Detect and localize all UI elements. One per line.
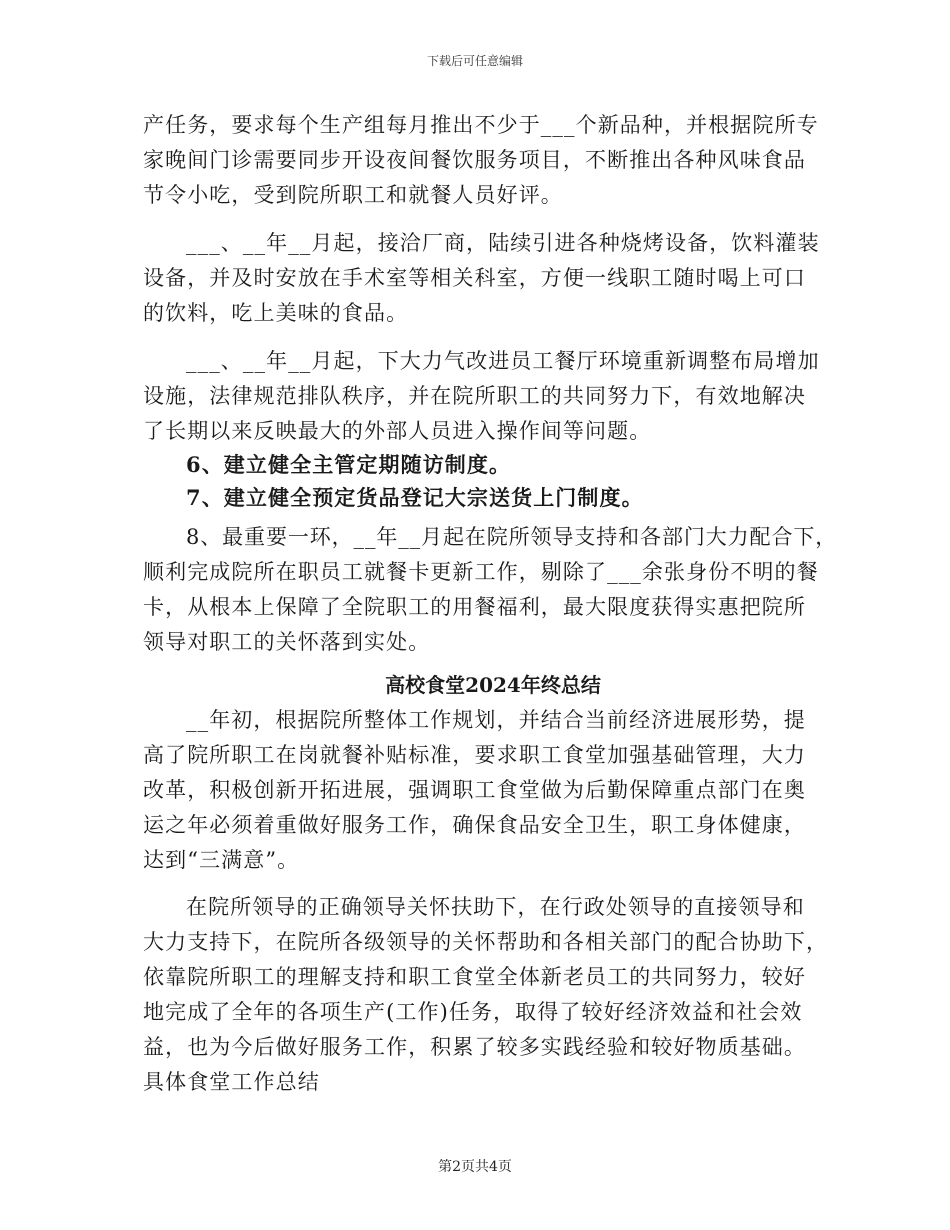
paragraph-line: 地完成了全年的各项生产(工作)任务，取得了较好经济效益和社会效 bbox=[143, 1000, 803, 1024]
paragraph-line: 顺利完成院所在职员工就餐卡更新工作，剔除了___余张身份不明的餐 bbox=[143, 560, 819, 584]
paragraph-line: ___、__年__月起，接洽厂商，陆续引进各种烧烤设备，饮料灌装 bbox=[186, 231, 820, 255]
paragraph-line: 的饮料，吃上美味的食品。 bbox=[143, 301, 409, 325]
page-header-note: 下载后可任意编辑 bbox=[426, 54, 523, 68]
paragraph-line: 家晚间门诊需要同步开设夜间餐饮服务项目，不断推出各种风味食品 bbox=[143, 148, 806, 172]
paragraph-line: 具体食堂工作总结 bbox=[143, 1070, 320, 1094]
paragraph-line: 卡，从根本上保障了全院职工的用餐福利，最大限度获得实惠把院所 bbox=[143, 595, 806, 619]
paragraph-line: 设施，法律规范排队秩序，并在院所职工的共同努力下，有效地解决 bbox=[143, 384, 806, 408]
paragraph-line: 设备，并及时安放在手术室等相关科室，方便一线职工随时喝上可口 bbox=[143, 266, 806, 290]
paragraph-line: 了长期以来反映最大的外部人员进入操作间等问题。 bbox=[143, 419, 652, 443]
paragraph-line: 大力支持下，在院所各级领导的关怀帮助和各相关部门的配合协助下， bbox=[143, 930, 829, 954]
paragraph-line: 在院所领导的正确领导关怀扶助下，在行政处领导的直接领导和 bbox=[186, 895, 805, 919]
paragraph-line: 改革，积极创新开拓进展，强调职工食堂做为后勤保障重点部门在奥 bbox=[143, 778, 806, 802]
paragraph-line: 节令小吃，受到院所职工和就餐人员好评。 bbox=[143, 183, 563, 207]
page-number: 第2页共4页 bbox=[438, 1159, 512, 1175]
paragraph-line: 益，也为今后做好服务工作，积累了较多实践经验和较好物质基础。 bbox=[143, 1035, 806, 1059]
paragraph-line: 达到“三满意”。 bbox=[143, 848, 300, 872]
paragraph-line: 依靠院所职工的理解支持和职工食堂全体新老员工的共同努力，较好 bbox=[143, 965, 806, 989]
paragraph-line: 领导对职工的关怀落到实处。 bbox=[143, 630, 431, 654]
paragraph-line: 高了院所职工在岗就餐补贴标准，要求职工食堂加强基础管理，大力 bbox=[143, 743, 806, 767]
paragraph-line: __年初，根据院所整体工作规划，并结合当前经济进展形势，提 bbox=[186, 708, 806, 732]
section-title: 高校食堂2024年终总结 bbox=[385, 673, 601, 697]
paragraph-line: 产任务，要求每个生产组每月推出不少于___个新品种，并根据院所专 bbox=[143, 113, 819, 137]
paragraph-line: 8、最重要一环，__年__月起在院所领导支持和各部门大力配合下， bbox=[186, 525, 838, 549]
list-item-heading: 6、建立健全主管定期随访制度。 bbox=[186, 452, 512, 477]
list-item-heading: 7、建立健全预定货品登记大宗送货上门制度。 bbox=[186, 485, 644, 510]
paragraph-line: 运之年必须着重做好服务工作，确保食品安全卫生，职工身体健康， bbox=[143, 813, 806, 837]
paragraph-line: ___、__年__月起，下大力气改进员工餐厅环境重新调整布局增加 bbox=[186, 349, 820, 373]
